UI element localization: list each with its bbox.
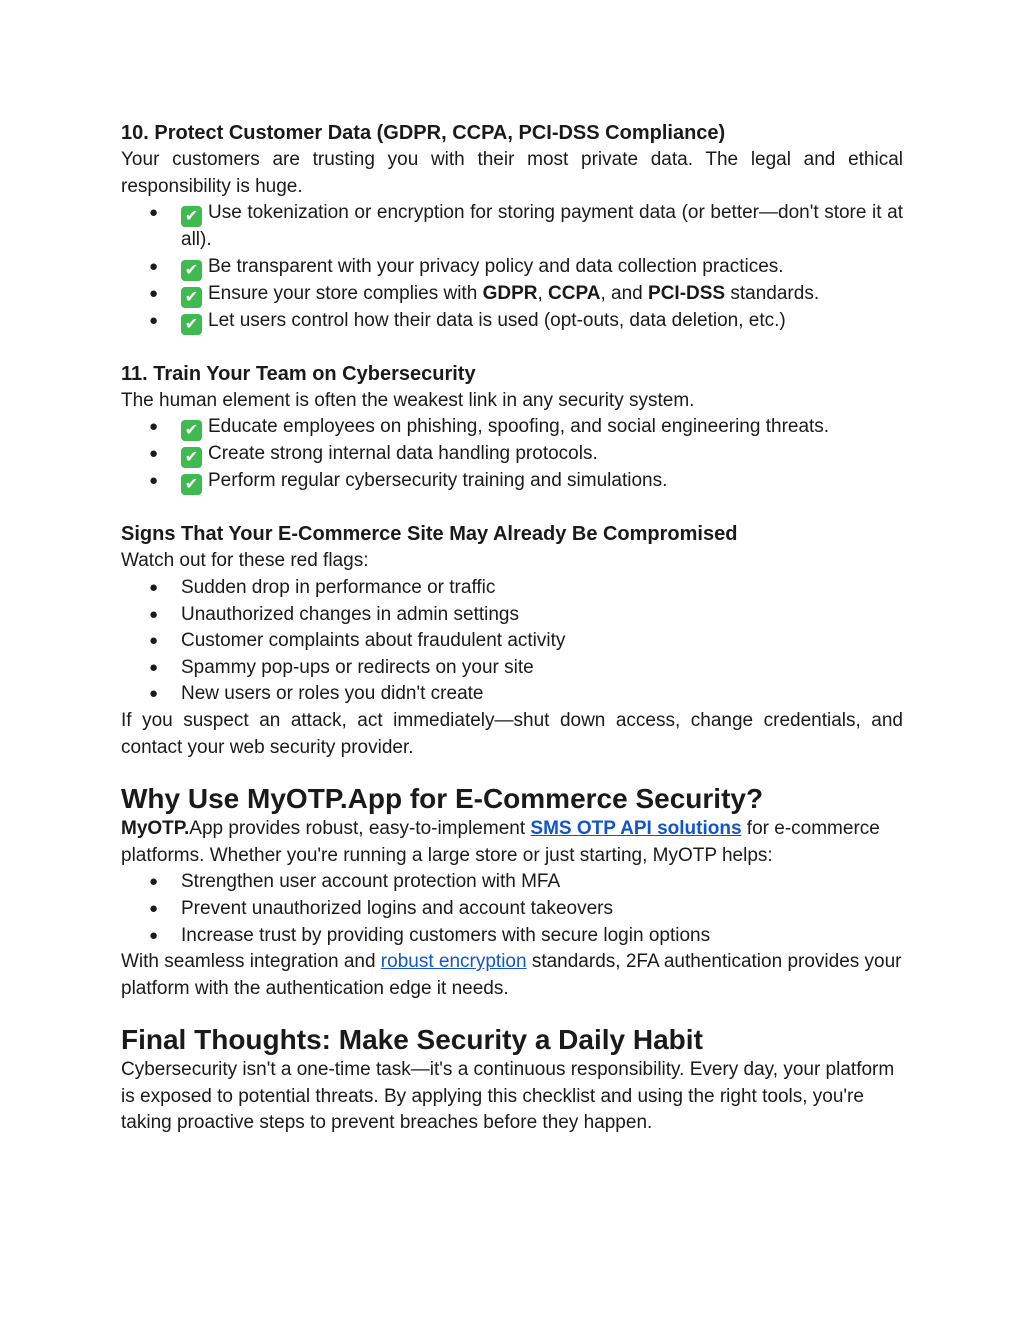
final-body: Cybersecurity isn't a one-time task—it's a continuous responsibility. Every day, your platform is exposed to potential threats. By applying this checklist and using the right tools, you're taking proactive steps to prevent breaches before they happen. [121,1059,895,1134]
sms-otp-api-link[interactable]: SMS OTP API solutions [530,818,742,840]
page-content [121,119,903,1137]
spacer [121,495,903,520]
bullet-icon: ● [149,926,159,944]
ccpa-term: CCPA [548,282,601,304]
spacer [121,335,903,360]
check-icon: ✔ [181,206,202,227]
spacer [121,761,903,782]
bullet-icon: ● [149,605,159,623]
text-segment: for e-commerce platforms. Whether you're running a large store or just starting, MyOTP helps: [121,818,880,866]
list-item-text: Use tokenization or encryption for storing payment data (or better—don't store it at all). [181,202,903,251]
list-item-text: Perform regular cybersecurity training and simulations. [208,470,668,492]
bullet-icon: ● [149,445,159,463]
why-intro [121,816,903,869]
list-item [121,308,903,335]
bullet-icon: ● [149,578,159,596]
list-item [121,468,903,495]
text-segment: Ensure your store complies with [208,282,483,304]
bullet-icon: ● [149,311,159,329]
signs-list [121,575,903,708]
list-item [121,896,903,923]
list-item-text: Let users control how their data is used (opt-outs, data deletion, etc.) [208,309,786,331]
section-11-intro: The human element is often the weakest link in any security system. [121,389,695,411]
list-item [121,869,903,896]
robust-encryption-link[interactable]: robust encryption [380,951,527,973]
spacer [121,1002,903,1023]
list-item [121,441,903,468]
bullet-icon: ● [149,257,159,275]
list-item [121,628,903,655]
list-item [121,655,903,682]
list-item-text: Increase trust by providing customers with secure login options [181,924,711,946]
text-segment: standards, 2FA authentication provides your platform with the authentication edge it needs. [121,951,902,999]
list-item-text: Strengthen user account protection with MFA [181,871,561,893]
list-item-text: New users or roles you didn't create [181,683,484,705]
check-icon: ✔ [181,260,202,281]
bullet-icon: ● [149,685,159,703]
list-item-text: Spammy pop-ups or redirects on your site [181,656,534,678]
text-segment: App provides robust, easy-to-implement [189,818,531,840]
list-item-text: Create strong internal data handling protocols. [208,443,598,465]
section-11-heading: 11. Train Your Team on Cybersecurity [121,362,476,385]
text-segment: With seamless integration and [121,951,381,973]
signs-heading: Signs That Your E-Commerce Site May Already Be Compromised [121,523,738,546]
check-icon: ✔ [181,474,202,495]
list-item [121,200,903,254]
gdpr-term: GDPR [482,282,538,304]
bullet-icon: ● [149,418,159,436]
list-item-text: Customer complaints about fraudulent activity [181,630,566,652]
check-icon: ✔ [181,314,202,335]
text-segment: , and [600,282,649,304]
bullet-icon: ● [149,873,159,891]
section-11-list [121,414,903,495]
list-item [121,575,903,602]
signs-outro: If you suspect an attack, act immediately—shut down access, change credentials, and contact your web security provider. [121,709,903,758]
section-10-list [121,200,903,335]
check-icon: ✔ [181,447,202,468]
bullet-icon: ● [149,284,159,302]
section-10-heading: 10. Protect Customer Data (GDPR, CCPA, PCI-DSS Compliance) [121,122,726,144]
pci-dss-term: PCI-DSS [648,282,726,304]
list-item-text: Educate employees on phishing, spoofing, and social engineering threats. [208,416,830,438]
bullet-icon: ● [149,899,159,917]
why-outro [121,949,903,1002]
text-segment: standards. [725,282,820,304]
bullet-icon: ● [149,632,159,650]
list-item-text: Sudden drop in performance or traffic [181,576,496,598]
check-icon: ✔ [181,420,202,441]
why-list [121,869,903,949]
list-item [121,602,903,629]
list-item [121,254,903,281]
bullet-icon: ● [149,658,159,676]
brand-name: MyOTP. [121,818,190,840]
list-item [121,281,903,308]
list-item [121,681,903,708]
bullet-icon: ● [149,472,159,490]
check-icon: ✔ [181,287,202,308]
final-heading: Final Thoughts: Make Security a Daily Habit [121,1024,703,1056]
list-item-text [208,283,819,304]
section-10-intro: Your customers are trusting you with their most private data. The legal and ethical responsibility is huge. [121,149,903,197]
list-item-text: Unauthorized changes in admin settings [181,603,519,625]
why-heading: Why Use MyOTP.App for E-Commerce Security? [121,783,764,815]
list-item-text: Prevent unauthorized logins and account takeovers [181,897,613,919]
text-segment: , [537,282,549,304]
list-item [121,923,903,950]
signs-intro: Watch out for these red flags: [121,550,369,572]
bullet-icon: ● [149,204,159,222]
list-item-text: Be transparent with your privacy policy and data collection practices. [208,255,784,277]
list-item [121,414,903,441]
